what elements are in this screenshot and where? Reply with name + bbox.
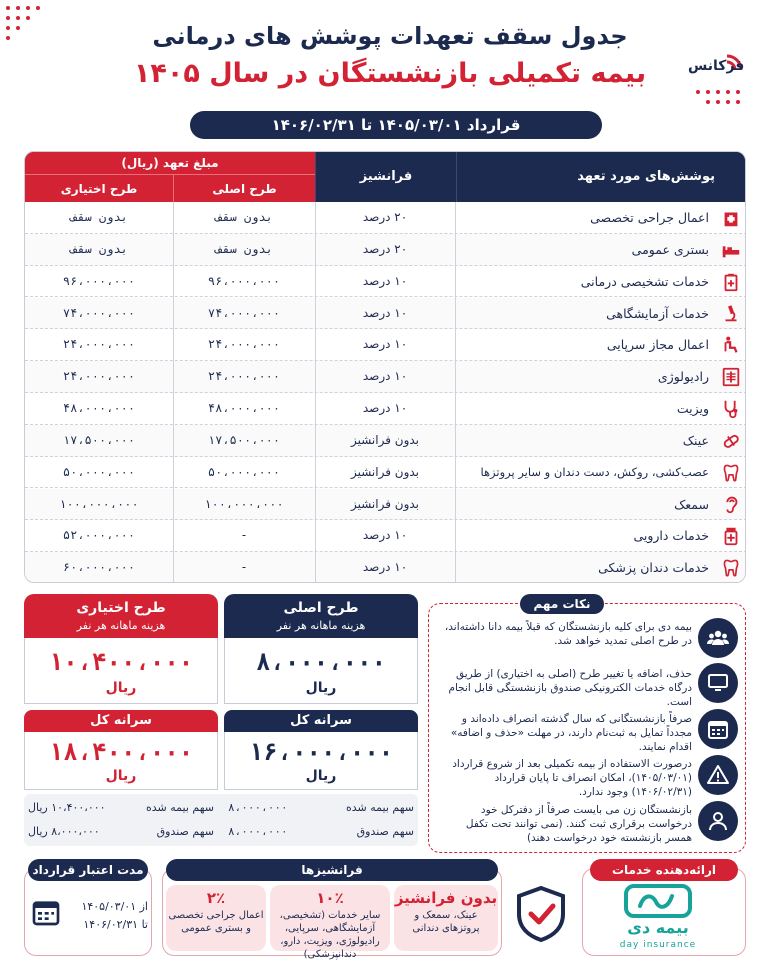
clipboard-medical-icon <box>715 266 746 298</box>
main-per-capita-label: سرانه کل <box>290 713 352 728</box>
hospital-icon <box>715 202 746 234</box>
day-insurance-logo-icon <box>624 884 692 918</box>
optional-plan-value: ۵۲،۰۰۰،۰۰۰ <box>62 528 136 543</box>
coverage-name: عصب‌کشی، روکش، دست دندان و سایر پروتزها <box>480 464 709 479</box>
main-plan-monthly-label: هزینه ماهانه هر نفر <box>276 619 366 632</box>
franchise-value: بدون فرانشیز <box>350 464 420 479</box>
header-amount: مبلغ تعهد (ریال) <box>25 152 315 174</box>
main-plan-value: بدون سقف <box>215 241 273 256</box>
optional-plan-monthly-label: هزینه ماهانه هر نفر <box>76 619 166 632</box>
franchise-2-label: ۲٪ <box>206 889 226 907</box>
franchise-2-desc: اعمال جراحی تخصصی و بستری عمومی <box>168 910 264 934</box>
shield-check-icon <box>513 884 569 944</box>
franchise-value: ۱۰ درصد <box>362 337 408 352</box>
main-fund-share-label: سهم صندوق <box>356 825 414 838</box>
logo-dots-icon <box>692 86 742 110</box>
group-icon <box>698 618 738 658</box>
franchise-col-10 <box>270 885 390 960</box>
user-icon <box>698 801 738 841</box>
provider-title: ارائه‌دهنده خدمات <box>590 859 738 881</box>
franchise-value: ۲۰ درصد <box>362 210 408 224</box>
main-fund-share: ۸،۰۰۰،۰۰۰ <box>228 825 288 838</box>
optional-plan-value: بدون سقف <box>70 241 128 256</box>
franchise-col-2 <box>166 885 266 951</box>
header-coverage: پوشش‌های مورد تعهد <box>457 152 746 202</box>
franchise-10-label: ۱۰٪ <box>316 889 344 907</box>
main-plan-value: ۲۴،۰۰۰،۰۰۰ <box>207 369 281 384</box>
optional-plan-value: ۱۰۰،۰۰۰،۰۰۰ <box>59 496 139 511</box>
optional-plan-title: طرح اختیاری <box>76 600 166 616</box>
franchise-10-desc: سایر خدمات (تشخیصی، آزمایشگاهی، سرپایی، رادیولوژی، ویزیت، دارو، دندانپزشکی) <box>279 910 381 960</box>
header-franchise: فرانشیز <box>315 152 457 202</box>
coverage-name: رادیولوژی <box>657 369 709 385</box>
validity-to: تا ۱۴۰۶/۰۲/۳۱ <box>83 918 148 931</box>
coverage-name: خدمات تشخیصی درمانی <box>580 273 709 289</box>
optional-plan-value: ۲۴،۰۰۰،۰۰۰ <box>62 337 136 352</box>
optional-insured-share-label: سهم بیمه شده <box>146 801 214 814</box>
main-plan-value: - <box>240 560 248 575</box>
optional-plan-value: بدون سقف <box>70 210 128 224</box>
table-row <box>25 489 746 521</box>
main-plan-value: ۹۶،۰۰۰،۰۰۰ <box>207 273 281 288</box>
ear-icon <box>715 489 746 521</box>
table-row <box>25 202 746 234</box>
franchise-value: ۱۰ درصد <box>362 560 408 575</box>
table-row <box>25 425 746 457</box>
table-row <box>25 266 746 298</box>
franchise-value: ۲۰ درصد <box>362 241 408 256</box>
coverage-name: خدمات آزمایشگاهی <box>606 305 709 321</box>
franchise-value: ۱۰ درصد <box>362 369 408 384</box>
validity-title: مدت اعتبار قرارداد <box>28 859 148 881</box>
table-row <box>25 393 746 425</box>
monitor-icon <box>698 663 738 703</box>
main-per-capita-currency: ریال <box>305 768 337 784</box>
medicine-bottle-icon <box>715 520 746 552</box>
optional-plan-value: ۷۴،۰۰۰،۰۰۰ <box>62 305 136 320</box>
optional-plan-currency: ریال <box>105 680 137 696</box>
main-plan-value: ۲۴،۰۰۰،۰۰۰ <box>207 337 281 352</box>
franchise-none-label: بدون فرانشیز <box>394 889 498 907</box>
page-title: جدول سقف تعهدات پوشش های درمانی <box>152 22 628 50</box>
franchise-none-desc: عینک، سمعک و پروتزهای دندانی <box>412 910 480 934</box>
main-plan-value: بدون سقف <box>215 210 273 224</box>
main-plan-value: ۴۸،۰۰۰،۰۰۰ <box>207 401 281 415</box>
optional-plan-value: ۵۰،۰۰۰،۰۰۰ <box>62 464 136 479</box>
main-plan-monthly: ۸،۰۰۰،۰۰۰ <box>255 648 387 676</box>
main-plan-currency: ریال <box>305 680 337 696</box>
optional-per-capita: ۱۸،۴۰۰،۰۰۰ <box>48 738 194 766</box>
optional-plan-value: ۲۴،۰۰۰،۰۰۰ <box>62 369 136 384</box>
table-row <box>25 552 746 583</box>
optional-per-capita-currency: ریال <box>105 768 137 784</box>
note-5: بازنشستگان زن می بایست صرفاً از دفترکل خود درخواست برقراری ثبت کنند. (نمی توانند تحت تکفل همسر بازنشسته خود درخواست دهند) <box>465 804 692 844</box>
franchises-title: فرانشیزها <box>166 859 498 881</box>
provider-name-en: day insurance <box>619 940 697 950</box>
optional-fund-share-label: سهم صندوق <box>156 825 214 838</box>
main-plan-value: ۱۰۰،۰۰۰،۰۰۰ <box>204 496 284 511</box>
table-row <box>25 361 746 393</box>
optional-plan-value: ۴۸،۰۰۰،۰۰۰ <box>62 401 136 415</box>
coverage-table <box>24 151 746 583</box>
main-insured-share: ۸،۰۰۰،۰۰۰ <box>228 801 288 814</box>
coverage-name: اعمال مجاز سرپایی <box>606 337 709 353</box>
xray-icon <box>715 361 746 393</box>
note-2: حذف، اضافه یا تغییر طرح (اصلی به اختیاری) از طریق درگاه خدمات الکترونیکی صندوق بازنشستگی قابل انجام است. <box>448 668 692 708</box>
important-notes-title: نکات مهم <box>520 594 604 614</box>
main-plan-title: طرح اصلی <box>283 600 359 616</box>
franchise-value: ۱۰ درصد <box>362 273 408 288</box>
note-4: درصورت الاستفاده از بیمه تکمیلی بعد از شروع قرارداد (۱۴۰۵/۰۳/۰۱)، امکان انصراف تا پایان قرارداد (۱۴۰۶/۰۲/۳۱) وجود ندارد. <box>452 758 692 798</box>
coverage-name: خدمات دارویی <box>633 528 709 544</box>
main-plan-value: ۵۰،۰۰۰،۰۰۰ <box>207 464 281 479</box>
table-row <box>25 298 746 330</box>
table-row <box>25 457 746 489</box>
validity-from: از ۱۴۰۵/۰۳/۰۱ <box>81 900 148 913</box>
table-row <box>25 329 746 361</box>
franchise-value: بدون فرانشیز <box>350 496 420 511</box>
hospital-bed-icon <box>715 234 746 266</box>
logo-text: فرکانس <box>688 58 745 74</box>
optional-plan-monthly: ۱۰،۴۰۰،۰۰۰ <box>48 648 194 676</box>
optional-plan-value: ۹۶،۰۰۰،۰۰۰ <box>62 273 136 288</box>
main-per-capita: ۱۶،۰۰۰،۰۰۰ <box>248 738 394 766</box>
table-row <box>25 520 746 552</box>
main-plan-value: - <box>240 528 248 543</box>
coverage-name: ویزیت <box>676 401 709 416</box>
franchise-value: ۱۰ درصد <box>362 401 408 415</box>
main-plan-header <box>224 594 418 638</box>
tooth-icon <box>715 457 746 489</box>
franchise-value: ۱۰ درصد <box>362 305 408 320</box>
table-row <box>25 234 746 266</box>
note-3: صرفاً بازنشستگانی که سال گذشته انصراف داده‌اند و مجدداً تمایل به ثبت‌نام دارند، در مهلت «حذف و اضافه» اقدام نمایند. <box>450 713 692 753</box>
optional-plan-header <box>24 594 218 638</box>
coverage-name: خدمات دندان پزشکی <box>598 560 709 576</box>
main-plan-value: ۱۷،۵۰۰،۰۰۰ <box>207 432 281 447</box>
tooth-icon <box>715 552 746 583</box>
coverage-name: سمعک <box>674 496 709 512</box>
franchise-value: بدون فرانشیز <box>350 432 420 447</box>
calendar-icon <box>30 896 62 928</box>
optional-per-capita-label: سرانه کل <box>90 713 152 728</box>
provider-name: بیمه دی <box>627 918 689 937</box>
franchise-value: ۱۰ درصد <box>362 528 408 543</box>
coverage-name: اعمال جراحی تخصصی <box>590 210 709 225</box>
optional-plan-value: ۶۰،۰۰۰،۰۰۰ <box>62 560 136 575</box>
header-main-plan: طرح اصلی <box>173 174 315 202</box>
decorative-dots <box>0 0 70 60</box>
patient-chair-icon <box>715 329 746 361</box>
calendar-icon <box>698 709 738 749</box>
optional-fund-share: ۸،۰۰۰،۰۰۰ ریال <box>28 825 100 838</box>
main-insured-share-label: سهم بیمه شده <box>346 801 414 814</box>
pill-icon <box>715 425 746 457</box>
stethoscope-icon <box>715 393 746 425</box>
coverage-name: عینک <box>682 432 709 448</box>
note-1: بیمه دی برای کلیه بازنشستگان که قبلاً بیمه دانا داشته‌اند، در طرح اصلی تمدید خواهد شد. <box>444 621 692 647</box>
coverage-name: بستری عمومی <box>631 241 709 257</box>
main-plan-value: ۷۴،۰۰۰،۰۰۰ <box>207 305 281 320</box>
header-optional-plan: طرح اختیاری <box>25 174 173 202</box>
franchise-col-none <box>394 885 498 951</box>
main-per-capita-header <box>224 710 418 732</box>
microscope-icon <box>715 298 746 330</box>
optional-per-capita-header <box>24 710 218 732</box>
warning-icon <box>698 755 738 795</box>
page-subtitle: بیمه تکمیلی بازنشستگان در سال ۱۴۰۵ <box>133 58 647 89</box>
optional-insured-share: ۱۰،۴۰۰،۰۰۰ ریال <box>28 801 106 814</box>
optional-plan-value: ۱۷،۵۰۰،۰۰۰ <box>62 432 136 447</box>
contract-period-bar: قرارداد ۱۴۰۵/۰۳/۰۱ تا ۱۴۰۶/۰۲/۳۱ <box>190 111 602 139</box>
